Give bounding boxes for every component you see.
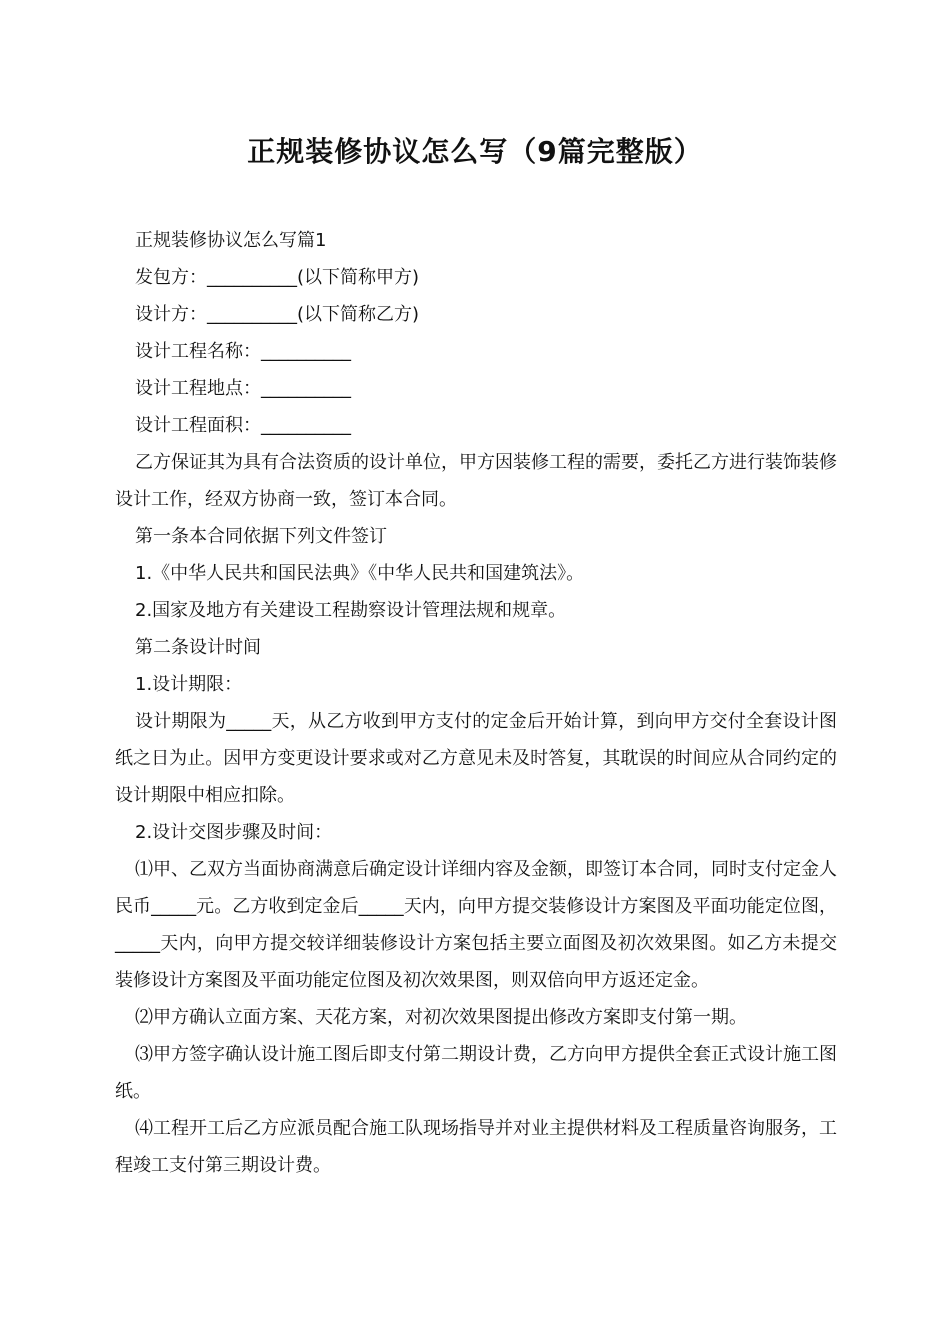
list-item: 2.国家及地方有关建设工程勘察设计管理法规和规章。 [135, 600, 567, 621]
project-area-line: 设计工程面积：__________ [135, 415, 351, 436]
project-location-line: 设计工程地点：__________ [135, 378, 351, 399]
clause-paragraph: ⑵甲方确认立面方案、天花方案，对初次效果图提出修改方案即支付第一期。 [135, 1007, 747, 1028]
design-period-paragraph: 设计期限为_____天，从乙方收到甲方支付的定金后开始计算，到向甲方交付全套设计图纸之日为止。因甲方变更设计要求或对乙方意见未及时答复，其耽误的时间应从合同约定的设计期限中相应扣除。 [115, 711, 837, 806]
document-title: 正规装修协议怎么写（9篇完整版） [247, 135, 703, 168]
list-item: 1.设计期限： [135, 674, 243, 695]
article-one-heading: 第一条本合同依据下列文件签订 [135, 526, 387, 547]
list-item: 2.设计交图步骤及时间： [135, 822, 333, 843]
clause-paragraph: ⑴甲、乙双方当面协商满意后确定设计详细内容及金额，即签订本合同，同时支付定金人民币_____元。乙方收到定金后_____天内，向甲方提交装修设计方案图及平面功能定位图，_____天内，向甲方提交较详细装修设计方案包括主要立面图及初次效果图。如乙方未提交装修设计方案图及平面功能定位图及初次效果图，则双倍向甲方返还定金。 [115, 859, 837, 991]
clause-paragraph: ⑶甲方签字确认设计施工图后即支付第二期设计费，乙方向甲方提供全套正式设计施工图纸。 [115, 1044, 837, 1102]
list-item: 1.《中华人民共和国民法典》《中华人民共和国建筑法》。 [135, 563, 585, 584]
section-heading: 正规装修协议怎么写篇1 [135, 230, 327, 251]
party-a-line: 发包方：__________(以下简称甲方) [135, 267, 420, 288]
party-b-line: 设计方：__________(以下简称乙方) [135, 304, 420, 325]
clause-paragraph: ⑷工程开工后乙方应派员配合施工队现场指导并对业主提供材料及工程质量咨询服务，工程竣工支付第三期设计费。 [115, 1118, 837, 1176]
document-body [115, 222, 837, 1184]
article-two-heading: 第二条设计时间 [135, 637, 261, 658]
project-name-line: 设计工程名称：__________ [135, 341, 351, 362]
intro-paragraph: 乙方保证其为具有合法资质的设计单位，甲方因装修工程的需要，委托乙方进行装饰装修设计工作，经双方协商一致，签订本合同。 [115, 452, 837, 510]
